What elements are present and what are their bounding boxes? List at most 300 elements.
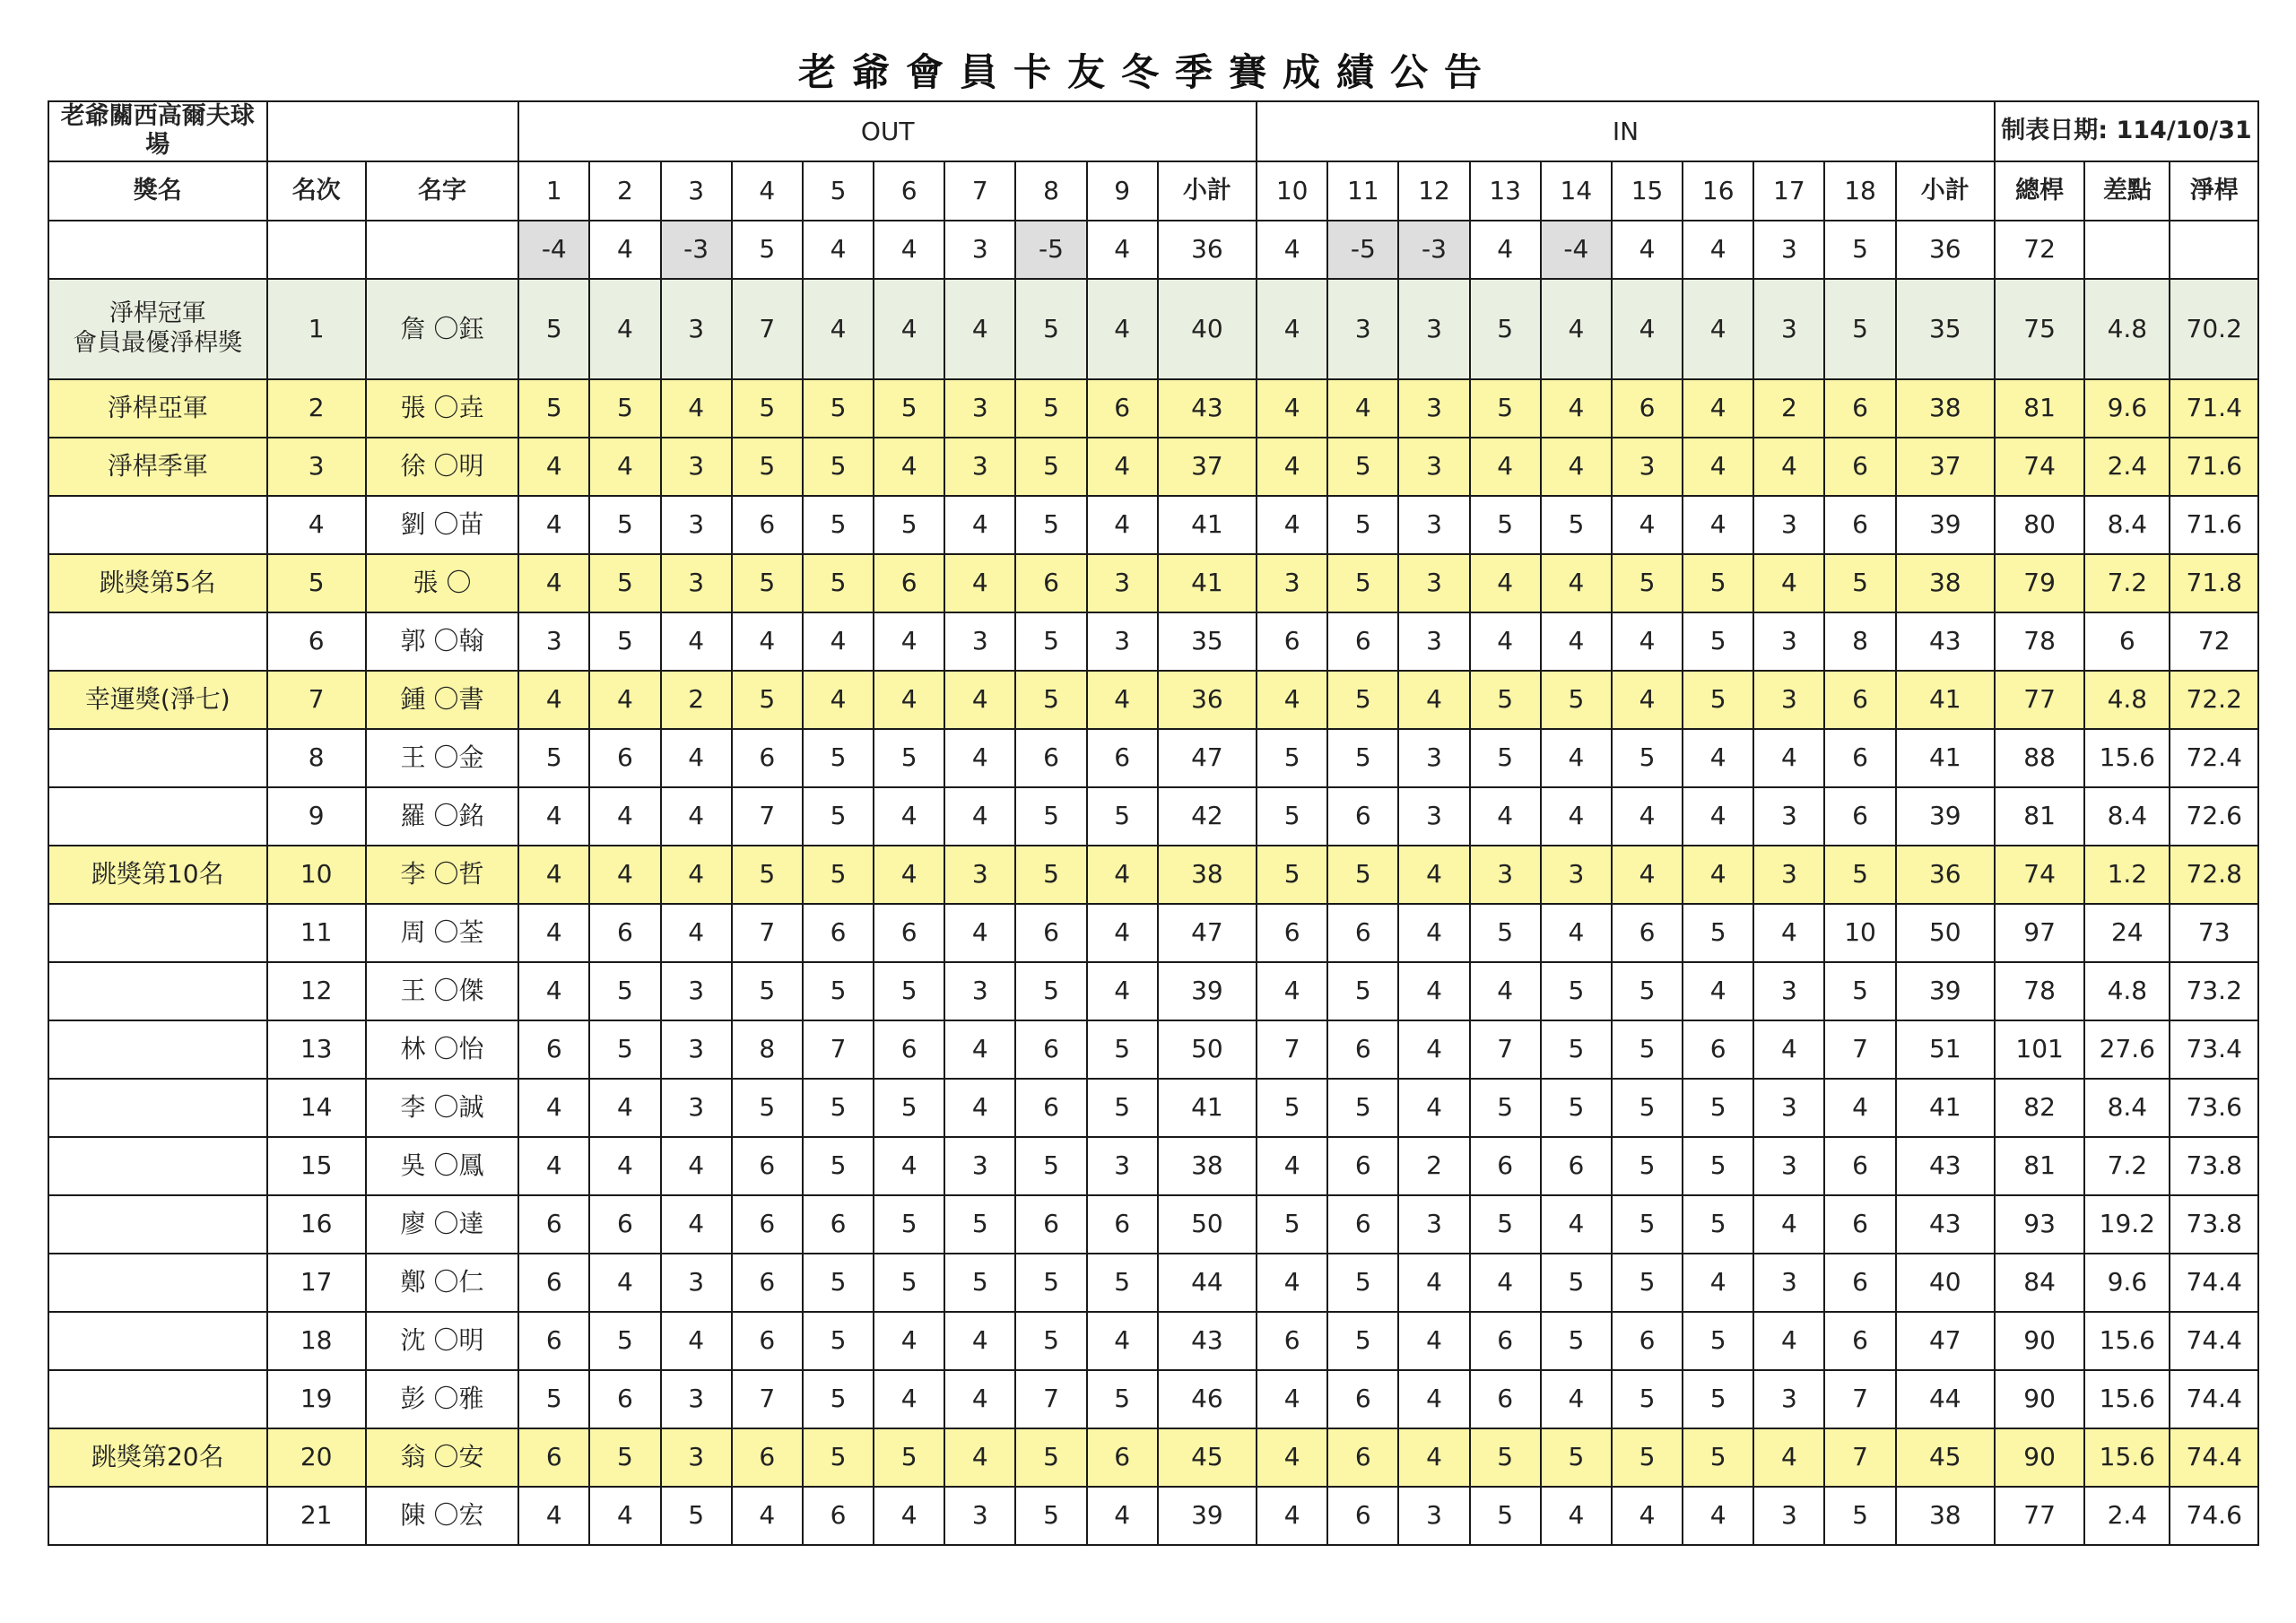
- score-cell: 72.6: [2170, 787, 2258, 846]
- award-cell: 跳獎第5名: [48, 554, 267, 612]
- score-cell: 50: [1158, 1020, 1257, 1079]
- score-cell: 4: [944, 554, 1015, 612]
- score-cell: 4: [1541, 1487, 1612, 1545]
- score-cell: 5: [1327, 554, 1398, 612]
- score-cell: 4: [1087, 279, 1158, 379]
- score-cell: 7: [1824, 1428, 1895, 1487]
- score-cell: 5: [1015, 1428, 1086, 1487]
- score-cell: 5: [1541, 1428, 1612, 1487]
- score-cell: 5: [803, 1254, 874, 1312]
- rank-cell: 10: [267, 846, 366, 904]
- score-cell: 5: [1683, 612, 1753, 671]
- score-cell: 5: [1327, 1312, 1398, 1370]
- table-row: [48, 729, 2258, 787]
- award-cell: 淨桿亞軍: [48, 379, 267, 438]
- column-header-hole: 7: [944, 161, 1015, 221]
- score-cell: 5: [1470, 671, 1541, 729]
- score-cell: 6: [518, 1312, 589, 1370]
- score-cell: 5: [874, 962, 944, 1020]
- award-cell: [48, 962, 267, 1020]
- score-cell: 6: [518, 1428, 589, 1487]
- score-cell: 47: [1158, 729, 1257, 787]
- score-cell: 6: [1541, 1137, 1612, 1195]
- score-cell: 8.4: [2084, 787, 2170, 846]
- score-cell: 5: [1470, 279, 1541, 379]
- score-cell: 5: [732, 846, 803, 904]
- table-row: [48, 1370, 2258, 1428]
- score-cell: 6: [1327, 904, 1398, 962]
- score-cell: 5: [803, 1370, 874, 1428]
- player-name-cell: 郭 〇翰: [366, 612, 518, 671]
- score-cell: 6: [732, 1137, 803, 1195]
- player-name-cell: 王 〇金: [366, 729, 518, 787]
- score-cell: 6: [2084, 612, 2170, 671]
- score-cell: 4: [803, 612, 874, 671]
- score-cell: 46: [1158, 1370, 1257, 1428]
- score-cell: 24: [2084, 904, 2170, 962]
- score-cell: 6: [1824, 1137, 1895, 1195]
- award-cell: [48, 1079, 267, 1137]
- column-header-hole: 4: [732, 161, 803, 221]
- score-cell: 5: [803, 846, 874, 904]
- par-cell: 36: [1158, 221, 1257, 279]
- par-cell: 5: [1824, 221, 1895, 279]
- score-cell: 7.2: [2084, 554, 2170, 612]
- score-cell: 6: [1257, 612, 1327, 671]
- score-cell: 6: [1824, 496, 1895, 554]
- score-cell: 3: [661, 1079, 732, 1137]
- column-header-hole: 12: [1398, 161, 1469, 221]
- score-cell: 5: [803, 496, 874, 554]
- score-cell: 4: [1541, 279, 1612, 379]
- score-cell: 7: [1824, 1020, 1895, 1079]
- rank-cell: 18: [267, 1312, 366, 1370]
- score-cell: 4: [874, 612, 944, 671]
- score-cell: 5: [1257, 787, 1327, 846]
- column-header-hole: 1: [518, 161, 589, 221]
- score-cell: 4: [874, 438, 944, 496]
- par-cell: 36: [1896, 221, 1995, 279]
- score-cell: 71.4: [2170, 379, 2258, 438]
- score-cell: 4: [661, 846, 732, 904]
- table-row: [48, 1428, 2258, 1487]
- page-title: 老爺會員卡友冬季賽成績公告: [797, 50, 1498, 94]
- score-cell: 41: [1896, 671, 1995, 729]
- score-cell: 4.8: [2084, 962, 2170, 1020]
- score-cell: 6: [1087, 729, 1158, 787]
- score-cell: 4: [1683, 1487, 1753, 1545]
- par-cell: 72: [1995, 221, 2084, 279]
- award-cell: [48, 1020, 267, 1079]
- score-cell: 4: [1257, 379, 1327, 438]
- score-cell: 4: [1753, 1020, 1824, 1079]
- rank-cell: 11: [267, 904, 366, 962]
- score-cell: 6: [1327, 612, 1398, 671]
- score-cell: 4: [589, 671, 660, 729]
- score-cell: 5: [1612, 1428, 1683, 1487]
- score-cell: 4: [1753, 1312, 1824, 1370]
- score-cell: 3: [1753, 612, 1824, 671]
- score-cell: 6: [1612, 379, 1683, 438]
- score-cell: 5: [1015, 1312, 1086, 1370]
- score-cell: 5: [1257, 1079, 1327, 1137]
- player-name-cell: 劉 〇苗: [366, 496, 518, 554]
- score-cell: 5: [1087, 1254, 1158, 1312]
- score-cell: 5: [944, 1195, 1015, 1254]
- table-row: [48, 1020, 2258, 1079]
- award-cell: 跳獎第10名: [48, 846, 267, 904]
- score-cell: 5: [732, 1079, 803, 1137]
- score-cell: 4: [518, 962, 589, 1020]
- score-cell: 5: [1470, 1195, 1541, 1254]
- table-row: [48, 904, 2258, 962]
- score-cell: 4: [589, 279, 660, 379]
- score-cell: 3: [1753, 279, 1824, 379]
- score-cell: 3: [1398, 279, 1469, 379]
- table-row: [48, 279, 2258, 379]
- score-cell: 79: [1995, 554, 2084, 612]
- score-cell: 5: [1470, 1428, 1541, 1487]
- score-cell: 41: [1896, 729, 1995, 787]
- score-cell: 6: [1824, 787, 1895, 846]
- score-cell: 7.2: [2084, 1137, 2170, 1195]
- score-cell: 4: [661, 1195, 732, 1254]
- column-header-hole: 14: [1541, 161, 1612, 221]
- score-cell: 6: [1087, 1195, 1158, 1254]
- rank-cell: 4: [267, 496, 366, 554]
- results-table: [48, 100, 2259, 1546]
- score-cell: 4: [1683, 496, 1753, 554]
- score-cell: 1.2: [2084, 846, 2170, 904]
- score-cell: 3: [944, 1487, 1015, 1545]
- score-cell: 4: [1087, 1487, 1158, 1545]
- score-cell: 5: [803, 962, 874, 1020]
- score-cell: 50: [1158, 1195, 1257, 1254]
- score-cell: 3: [944, 1137, 1015, 1195]
- score-cell: 5: [1015, 846, 1086, 904]
- rank-cell: 13: [267, 1020, 366, 1079]
- score-cell: 75: [1995, 279, 2084, 379]
- par-cell: 4: [874, 221, 944, 279]
- score-cell: 4: [589, 1079, 660, 1137]
- score-cell: 5: [1541, 1020, 1612, 1079]
- score-cell: 39: [1896, 787, 1995, 846]
- score-cell: 6: [874, 1020, 944, 1079]
- score-cell: 4: [1257, 1487, 1327, 1545]
- score-cell: 73.8: [2170, 1137, 2258, 1195]
- score-cell: 4: [1257, 1428, 1327, 1487]
- score-cell: 3: [1753, 846, 1824, 904]
- score-cell: 4: [589, 1487, 660, 1545]
- score-cell: 3: [944, 846, 1015, 904]
- rank-cell: 14: [267, 1079, 366, 1137]
- score-cell: 50: [1896, 904, 1995, 962]
- table-row: [48, 846, 2258, 904]
- par-cell: 4: [1087, 221, 1158, 279]
- score-cell: 43: [1158, 379, 1257, 438]
- score-cell: 84: [1995, 1254, 2084, 1312]
- score-cell: 4: [944, 1020, 1015, 1079]
- score-cell: 6: [1015, 1020, 1086, 1079]
- score-cell: 4: [1541, 729, 1612, 787]
- score-cell: 4: [1257, 1137, 1327, 1195]
- score-cell: 5: [803, 1079, 874, 1137]
- score-cell: 77: [1995, 1487, 2084, 1545]
- score-cell: 4: [518, 787, 589, 846]
- score-cell: 5: [589, 379, 660, 438]
- score-cell: 6: [732, 1312, 803, 1370]
- score-cell: 3: [944, 612, 1015, 671]
- score-cell: 3: [1398, 729, 1469, 787]
- award-cell: [48, 904, 267, 962]
- column-header-hole: 5: [803, 161, 874, 221]
- score-cell: 5: [1087, 1079, 1158, 1137]
- rank-cell: 15: [267, 1137, 366, 1195]
- award-cell: [48, 612, 267, 671]
- score-cell: 5: [518, 1370, 589, 1428]
- score-cell: 6: [589, 1370, 660, 1428]
- score-cell: 5: [1327, 962, 1398, 1020]
- score-cell: 88: [1995, 729, 2084, 787]
- score-cell: 4: [1470, 1254, 1541, 1312]
- blank-header-cell: [267, 101, 519, 161]
- score-cell: 3: [661, 279, 732, 379]
- score-cell: 4: [1257, 1370, 1327, 1428]
- score-cell: 5: [803, 379, 874, 438]
- score-cell: 5: [874, 1428, 944, 1487]
- par-cell: -5: [1327, 221, 1398, 279]
- par-row-blank: [366, 221, 518, 279]
- score-cell: 3: [661, 1254, 732, 1312]
- score-cell: 7: [1257, 1020, 1327, 1079]
- score-cell: 4: [518, 438, 589, 496]
- award-cell: [48, 279, 267, 379]
- score-cell: 5: [1683, 1079, 1753, 1137]
- score-cell: 4: [1541, 438, 1612, 496]
- score-cell: 3: [1087, 554, 1158, 612]
- score-cell: 74.4: [2170, 1312, 2258, 1370]
- score-cell: 5: [1612, 1370, 1683, 1428]
- award-cell: 幸運獎(淨七): [48, 671, 267, 729]
- score-cell: 4: [1612, 1487, 1683, 1545]
- score-cell: 74.6: [2170, 1487, 2258, 1545]
- award-cell: [48, 1312, 267, 1370]
- score-cell: 90: [1995, 1428, 2084, 1487]
- score-cell: 4: [732, 1487, 803, 1545]
- score-cell: 6: [803, 1195, 874, 1254]
- score-cell: 2.4: [2084, 1487, 2170, 1545]
- score-cell: 6: [1470, 1370, 1541, 1428]
- score-cell: 81: [1995, 1137, 2084, 1195]
- score-cell: 82: [1995, 1079, 2084, 1137]
- score-cell: 3: [661, 554, 732, 612]
- score-cell: 4: [661, 1137, 732, 1195]
- score-cell: 73.4: [2170, 1020, 2258, 1079]
- score-cell: 80: [1995, 496, 2084, 554]
- score-cell: 74: [1995, 438, 2084, 496]
- score-cell: 7: [732, 279, 803, 379]
- score-cell: 39: [1158, 1487, 1257, 1545]
- score-cell: 5: [1257, 1195, 1327, 1254]
- score-cell: 5: [1824, 962, 1895, 1020]
- score-cell: 43: [1896, 1195, 1995, 1254]
- column-header-hole: 2: [589, 161, 660, 221]
- score-cell: 6: [518, 1195, 589, 1254]
- score-cell: 37: [1896, 438, 1995, 496]
- score-cell: 4: [518, 671, 589, 729]
- score-cell: 4: [1612, 787, 1683, 846]
- score-cell: 4: [1683, 438, 1753, 496]
- score-cell: 4: [1327, 379, 1398, 438]
- score-cell: 4: [944, 279, 1015, 379]
- score-cell: 5: [874, 729, 944, 787]
- table-row: [48, 787, 2258, 846]
- score-cell: 2.4: [2084, 438, 2170, 496]
- score-cell: 7: [732, 904, 803, 962]
- score-cell: 6: [1015, 1079, 1086, 1137]
- score-cell: 3: [1327, 279, 1398, 379]
- table-row: [48, 1137, 2258, 1195]
- score-cell: 4: [944, 496, 1015, 554]
- score-cell: 5: [1541, 496, 1612, 554]
- score-cell: 5: [732, 438, 803, 496]
- score-cell: 5: [589, 1020, 660, 1079]
- score-cell: 4: [1753, 438, 1824, 496]
- column-header-hole: 15: [1612, 161, 1683, 221]
- award-cell: [48, 729, 267, 787]
- score-cell: 4: [1470, 612, 1541, 671]
- score-cell: 4: [944, 1370, 1015, 1428]
- score-cell: 27.6: [2084, 1020, 2170, 1079]
- score-cell: 4: [1398, 1020, 1469, 1079]
- score-cell: 4: [874, 1137, 944, 1195]
- score-cell: 4: [518, 846, 589, 904]
- score-cell: 4: [944, 1312, 1015, 1370]
- score-cell: 4: [1683, 846, 1753, 904]
- score-cell: 4: [1753, 904, 1824, 962]
- column-header-award: 獎名: [48, 161, 267, 221]
- par-row-blank: [267, 221, 366, 279]
- score-cell: 6: [803, 1487, 874, 1545]
- score-cell: 5: [1683, 1137, 1753, 1195]
- score-cell: 5: [732, 962, 803, 1020]
- score-cell: 4: [518, 496, 589, 554]
- score-cell: 5: [1824, 554, 1895, 612]
- score-cell: 5: [1470, 729, 1541, 787]
- score-cell: 4: [518, 554, 589, 612]
- score-cell: 4: [874, 671, 944, 729]
- table-row: [48, 1312, 2258, 1370]
- score-cell: 4: [1470, 787, 1541, 846]
- table-row: [48, 438, 2258, 496]
- score-cell: 5: [1612, 1020, 1683, 1079]
- score-cell: 2: [1398, 1137, 1469, 1195]
- score-cell: 5: [1257, 729, 1327, 787]
- score-cell: 7: [732, 1370, 803, 1428]
- table-row: [48, 1487, 2258, 1545]
- score-cell: 4: [1541, 554, 1612, 612]
- table-row: [48, 1254, 2258, 1312]
- score-cell: 78: [1995, 612, 2084, 671]
- score-cell: 81: [1995, 787, 2084, 846]
- score-cell: 41: [1158, 554, 1257, 612]
- player-name-cell: 詹 〇鈺: [366, 279, 518, 379]
- score-cell: 6: [1257, 1312, 1327, 1370]
- score-cell: 5: [1612, 1079, 1683, 1137]
- score-cell: 5: [1470, 379, 1541, 438]
- score-cell: 4: [1398, 962, 1469, 1020]
- score-cell: 4: [1470, 962, 1541, 1020]
- column-header-hole: 18: [1824, 161, 1895, 221]
- score-cell: 5: [874, 1254, 944, 1312]
- score-cell: 5: [732, 671, 803, 729]
- venue-name: 老爺關西高爾夫球場: [48, 101, 267, 161]
- score-cell: 3: [944, 438, 1015, 496]
- score-cell: 15.6: [2084, 729, 2170, 787]
- column-header-hole: 10: [1257, 161, 1327, 221]
- score-cell: 3: [518, 612, 589, 671]
- score-cell: 4: [661, 904, 732, 962]
- score-cell: 38: [1896, 379, 1995, 438]
- score-cell: 3: [1541, 846, 1612, 904]
- score-cell: 4: [1087, 496, 1158, 554]
- score-cell: 4: [803, 279, 874, 379]
- score-cell: 6: [1327, 1428, 1398, 1487]
- score-cell: 4: [874, 787, 944, 846]
- score-cell: 6: [1683, 1020, 1753, 1079]
- score-cell: 4: [589, 1137, 660, 1195]
- score-cell: 4: [518, 1487, 589, 1545]
- score-cell: 6: [1087, 1428, 1158, 1487]
- score-cell: 5: [732, 379, 803, 438]
- score-cell: 41: [1158, 1079, 1257, 1137]
- score-cell: 5: [1824, 846, 1895, 904]
- score-cell: 4: [1087, 1312, 1158, 1370]
- score-cell: 5: [803, 1312, 874, 1370]
- score-cell: 3: [1398, 496, 1469, 554]
- score-cell: 40: [1158, 279, 1257, 379]
- score-cell: 6: [1015, 554, 1086, 612]
- award-cell: 淨桿季軍: [48, 438, 267, 496]
- par-row-blank: [2084, 221, 2170, 279]
- score-cell: 5: [1683, 1370, 1753, 1428]
- score-cell: 6: [1015, 904, 1086, 962]
- score-cell: 43: [1158, 1312, 1257, 1370]
- score-cell: 6: [1612, 904, 1683, 962]
- score-cell: 6: [1327, 1195, 1398, 1254]
- award-cell: [48, 1487, 267, 1545]
- par-cell: 4: [1683, 221, 1753, 279]
- score-cell: 4: [589, 787, 660, 846]
- score-cell: 5: [1327, 438, 1398, 496]
- score-cell: 5: [874, 379, 944, 438]
- score-cell: 45: [1158, 1428, 1257, 1487]
- score-cell: 5: [1612, 1254, 1683, 1312]
- score-cell: 6: [589, 1195, 660, 1254]
- score-cell: 6: [732, 496, 803, 554]
- score-cell: 3: [1612, 438, 1683, 496]
- score-cell: 5: [518, 279, 589, 379]
- score-cell: 3: [1087, 1137, 1158, 1195]
- score-cell: 3: [1753, 1079, 1824, 1137]
- score-cell: 39: [1896, 962, 1995, 1020]
- score-cell: 5: [1824, 1487, 1895, 1545]
- score-cell: 6: [1327, 1137, 1398, 1195]
- score-cell: 4: [1683, 787, 1753, 846]
- score-cell: 3: [661, 1428, 732, 1487]
- score-cell: 6: [732, 1428, 803, 1487]
- score-cell: 5: [1087, 787, 1158, 846]
